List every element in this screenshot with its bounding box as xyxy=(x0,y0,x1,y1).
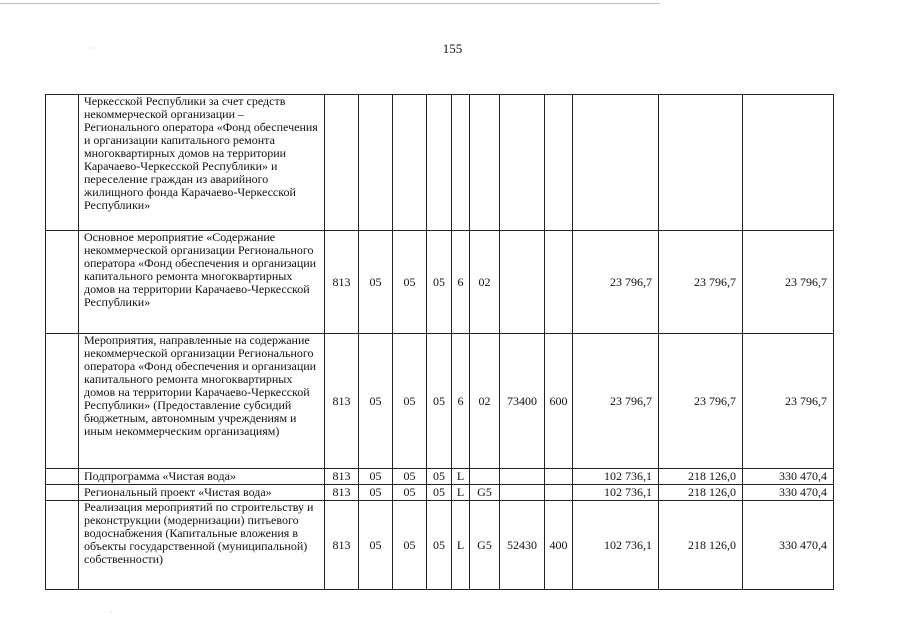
expense-type-cell xyxy=(545,469,573,485)
row-number-cell xyxy=(46,469,79,485)
pr-code-cell: 05 xyxy=(393,485,427,501)
amount-2023-cell: 330 470,4 xyxy=(743,485,834,501)
amount-2022-cell: 218 126,0 xyxy=(659,485,743,501)
table-row xyxy=(46,485,834,501)
expense-type-cell: 400 xyxy=(545,501,573,590)
amount-2021-cell: 102 736,1 xyxy=(573,485,659,501)
amount-2021-cell xyxy=(573,95,659,231)
amount-2023-cell xyxy=(743,95,834,231)
pr-code-cell: 05 xyxy=(393,231,427,334)
direction-code-cell xyxy=(500,231,545,334)
page-number: 155 xyxy=(442,41,463,56)
gr-code-cell: 813 xyxy=(325,231,359,334)
gr-code-cell: 813 xyxy=(325,485,359,501)
amount-2022-cell: 23 796,7 xyxy=(659,334,743,469)
amount-2023-cell: 23 796,7 xyxy=(743,231,834,334)
program-code-cell: 05 xyxy=(427,469,452,485)
row-number-cell xyxy=(46,95,79,231)
expense-type-cell: 600 xyxy=(545,334,573,469)
program-code-cell xyxy=(427,95,452,231)
row-number-cell xyxy=(46,334,79,469)
amount-2023-cell: 330 470,4 xyxy=(743,469,834,485)
row-name-cell: Мероприятия, направленные на содержание некоммерческой организации Регионального оператора «Фонд обеспечения и организации капитального ремонта многоквартирных домов на территории Карачаево-Черкесской Республики» (Предоставление субсидий бюджетным, автономным учреждениям и иным некоммерческим организациям) xyxy=(79,334,325,469)
subprogram-code-cell: L xyxy=(452,469,470,485)
gr-code-cell: 813 xyxy=(325,334,359,469)
amount-2023-cell: 23 796,7 xyxy=(743,334,834,469)
program-code-cell: 05 xyxy=(427,485,452,501)
rz-code-cell xyxy=(359,95,393,231)
amount-2022-cell: 23 796,7 xyxy=(659,231,743,334)
expense-type-cell xyxy=(545,485,573,501)
amount-2023-cell: 330 470,4 xyxy=(743,501,834,590)
program-code-cell: 05 xyxy=(427,231,452,334)
rz-code-cell: 05 xyxy=(359,485,393,501)
direction-code-cell xyxy=(500,485,545,501)
row-name-cell: Подпрограмма «Чистая вода» xyxy=(79,469,325,485)
subprogram-code-cell xyxy=(452,95,470,231)
gr-code-cell xyxy=(325,95,359,231)
program-code-cell: 05 xyxy=(427,334,452,469)
event-code-cell xyxy=(470,95,500,231)
rz-code-cell: 05 xyxy=(359,334,393,469)
row-number-cell xyxy=(46,501,79,590)
event-code-cell: G5 xyxy=(470,485,500,501)
scan-speck: · xyxy=(110,608,113,617)
subprogram-code-cell: 6 xyxy=(452,231,470,334)
rz-code-cell: 05 xyxy=(359,501,393,590)
rz-code-cell: 05 xyxy=(359,469,393,485)
event-code-cell: G5 xyxy=(470,501,500,590)
direction-code-cell: 52430 xyxy=(500,501,545,590)
top-rule xyxy=(0,3,660,4)
event-code-cell: 02 xyxy=(470,334,500,469)
pr-code-cell xyxy=(393,95,427,231)
amount-2021-cell: 102 736,1 xyxy=(573,469,659,485)
program-code-cell: 05 xyxy=(427,501,452,590)
row-name-cell: Реализация мероприятий по строительству и реконструкции (модернизации) питьевого водоснабжения (Капитальные вложения в объекты государственной (муниципальной) собственности) xyxy=(79,501,325,590)
rz-code-cell: 05 xyxy=(359,231,393,334)
event-code-cell xyxy=(470,469,500,485)
amount-2021-cell: 23 796,7 xyxy=(573,231,659,334)
amount-2022-cell: 218 126,0 xyxy=(659,469,743,485)
table-row xyxy=(46,501,834,590)
table-row xyxy=(46,231,834,334)
pr-code-cell: 05 xyxy=(393,501,427,590)
amount-2022-cell xyxy=(659,95,743,231)
row-name-cell: Региональный проект «Чистая вода» xyxy=(79,485,325,501)
table-row xyxy=(46,95,834,231)
row-number-cell xyxy=(46,485,79,501)
amount-2022-cell: 218 126,0 xyxy=(659,501,743,590)
direction-code-cell xyxy=(500,469,545,485)
gr-code-cell: 813 xyxy=(325,469,359,485)
direction-code-cell: 73400 xyxy=(500,334,545,469)
table-row xyxy=(46,469,834,485)
table-row xyxy=(46,334,834,469)
subprogram-code-cell: L xyxy=(452,485,470,501)
pr-code-cell: 05 xyxy=(393,334,427,469)
row-name-cell: Основное мероприятие «Содержание некоммерческой организации Регионального оператора «Фонд обеспечения и организации капитального ремонта многоквартирных домов на территории Карачаево-Черкесской Республики» xyxy=(79,231,325,334)
amount-2021-cell: 102 736,1 xyxy=(573,501,659,590)
expense-type-cell xyxy=(545,231,573,334)
direction-code-cell xyxy=(500,95,545,231)
row-name-cell: Черкесской Республики за счет средств некоммерческой организации – Регионального оператора «Фонд обеспечения и организации капитального ремонта многоквартирных домов на территории Карачаево-Черкесской Республики» и переселение граждан из аварийного жилищного фонда Карачаево-Черкесской Республики» xyxy=(79,95,325,231)
row-number-cell xyxy=(46,231,79,334)
scan-speck: · · xyxy=(88,44,96,53)
gr-code-cell: 813 xyxy=(325,501,359,590)
amount-2021-cell: 23 796,7 xyxy=(573,334,659,469)
event-code-cell: 02 xyxy=(470,231,500,334)
expense-type-cell xyxy=(545,95,573,231)
pr-code-cell: 05 xyxy=(393,469,427,485)
subprogram-code-cell: L xyxy=(452,501,470,590)
subprogram-code-cell: 6 xyxy=(452,334,470,469)
budget-table xyxy=(45,94,834,590)
